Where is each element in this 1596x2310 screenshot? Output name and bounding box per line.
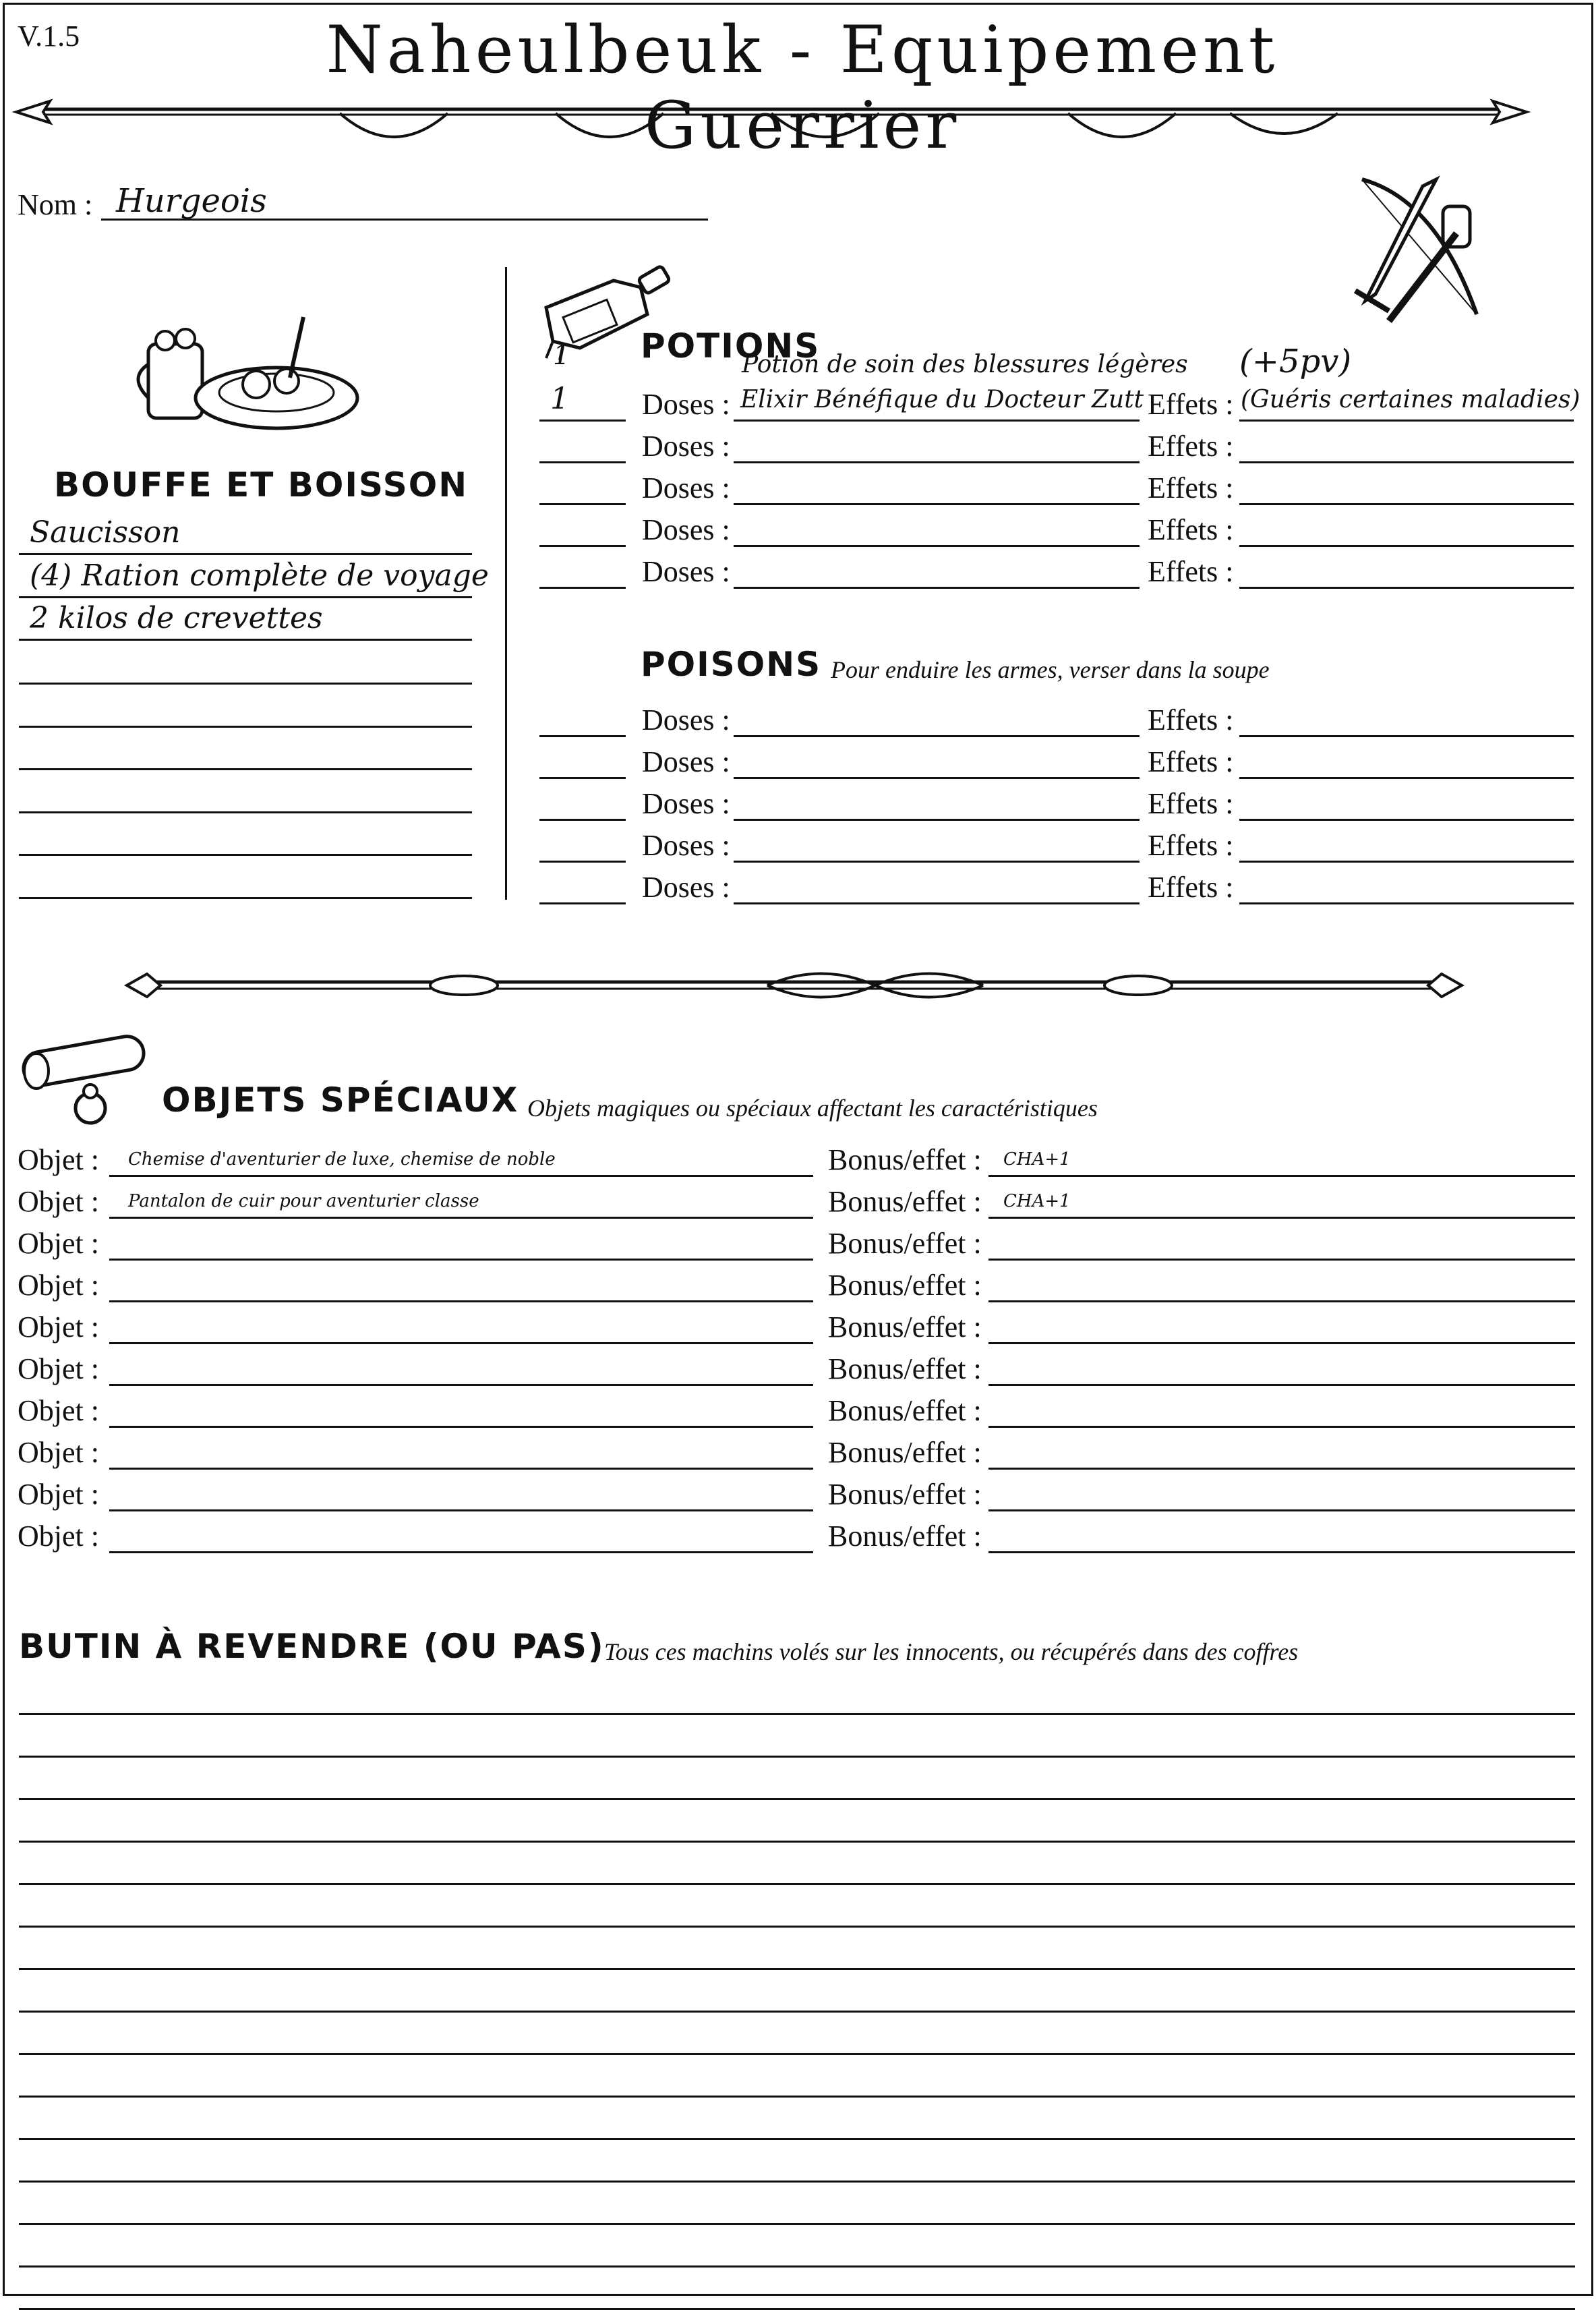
bonus-line [988,1468,1575,1470]
effect-line [1239,587,1574,589]
qty-line [539,503,626,505]
loot-line [19,2223,1575,2225]
doses-label: Doses : [642,430,730,463]
food-item[interactable]: (4) Ration complète de voyage [30,558,489,593]
bonus-value[interactable]: CHA+1 [1003,1149,1071,1170]
objet-line [109,1217,813,1219]
spear-divider-icon [16,86,1527,140]
effect-line [1239,420,1574,422]
bonus-line [988,1509,1575,1511]
loot-line [19,1798,1575,1800]
bonus-line [988,1175,1575,1177]
effets-label: Effets : [1148,471,1234,504]
food-item[interactable]: Saucisson [30,515,181,550]
effets-label: Effets : [1148,871,1234,904]
bonus-line [988,1426,1575,1428]
objet-line [109,1426,813,1428]
objet-label: Objet : [18,1436,99,1469]
effets-label: Effets : [1148,555,1234,588]
qty-line [539,587,626,589]
dose-qty[interactable]: 1 [550,382,569,416]
bonus-line [988,1551,1575,1553]
objet-label: Objet : [18,1143,99,1176]
objet-line [109,1259,813,1261]
effets-label: Effets : [1148,703,1234,737]
doses-label: Doses : [642,471,730,504]
effect-line [1239,461,1574,463]
qty-line [539,461,626,463]
loot-line [19,1713,1575,1715]
bonus-label: Bonus/effet : [828,1185,982,1218]
dose-qty[interactable]: 1 [553,340,570,371]
loot-heading: BUTIN À REVENDRE (OU PAS) [19,1627,605,1666]
doses-label: Doses : [642,703,730,737]
effect-line [1239,819,1574,821]
bonus-value[interactable]: CHA+1 [1003,1191,1071,1211]
bonus-line [988,1300,1575,1302]
bonus-label: Bonus/effet : [828,1394,982,1427]
objet-value[interactable]: Pantalon de cuir pour aventurier classe [128,1191,479,1211]
version-label: V.1.5 [18,20,80,53]
name-line [734,420,1140,422]
qty-line [539,902,626,904]
name-underline [101,219,708,221]
bonus-label: Bonus/effet : [828,1478,982,1511]
effect-line [1239,545,1574,547]
food-line [19,768,472,770]
name-line [734,503,1140,505]
bonus-line [988,1259,1575,1261]
effets-label: Effets : [1148,513,1234,546]
doses-label: Doses : [642,871,730,904]
item-name[interactable]: Elixir Bénéfique du Docteur Zutt [740,386,1144,413]
objet-label: Objet : [18,1478,99,1511]
food-line [19,683,472,685]
food-line [19,639,472,641]
loot-line [19,2138,1575,2140]
name-line [734,819,1140,821]
objet-line [109,1300,813,1302]
qty-line [539,735,626,737]
doses-label: Doses : [642,513,730,546]
bonus-label: Bonus/effet : [828,1436,982,1469]
item-effect[interactable]: (+5pv) [1239,343,1352,380]
bonus-label: Bonus/effet : [828,1520,982,1553]
effets-label: Effets : [1148,745,1234,778]
objet-line [109,1509,813,1511]
qty-line [539,777,626,779]
bonus-label: Bonus/effet : [828,1143,982,1176]
name-line [734,545,1140,547]
loot-line [19,1756,1575,1758]
doses-label: Doses : [642,555,730,588]
loot-line [19,2053,1575,2055]
objet-label: Objet : [18,1185,99,1218]
poisons-subtitle: Pour enduire les armes, verser dans la soupe [831,656,1270,683]
loot-line [19,2011,1575,2013]
bonus-line [988,1384,1575,1386]
qty-line [539,819,626,821]
food-line [19,811,472,813]
bonus-label: Bonus/effet : [828,1310,982,1344]
qty-line [539,545,626,547]
name-line [734,461,1140,463]
doses-label: Doses : [642,388,730,421]
objet-label: Objet : [18,1352,99,1385]
objet-label: Objet : [18,1310,99,1344]
loot-subtitle: Tous ces machins volés sur les innocents, ou récupérés dans des coffres [604,1638,1299,1665]
loot-line [19,2265,1575,2268]
food-plate-icon [135,304,364,438]
objet-label: Objet : [18,1269,99,1302]
objet-label: Objet : [18,1520,99,1553]
food-item[interactable]: 2 kilos de crevettes [30,601,323,635]
bonus-label: Bonus/effet : [828,1227,982,1260]
column-divider [505,267,507,900]
effets-label: Effets : [1148,430,1234,463]
loot-line [19,1968,1575,1970]
bonus-line [988,1342,1575,1344]
poisons-heading: POISONS [641,645,822,684]
doses-label: Doses : [642,787,730,820]
food-line [19,726,472,728]
item-effect[interactable]: (Guéris certaines maladies) [1241,386,1580,413]
loot-line [19,1883,1575,1885]
effect-line [1239,735,1574,737]
food-line [19,854,472,856]
effect-line [1239,861,1574,863]
loot-line [19,2181,1575,2183]
effets-label: Effets : [1148,388,1234,421]
special-subtitle: Objets magiques ou spéciaux affectant les caractéristiques [527,1095,1098,1122]
effect-line [1239,777,1574,779]
loot-line [19,1841,1575,1843]
qty-line [539,420,626,422]
food-line [19,596,472,598]
objet-label: Objet : [18,1394,99,1427]
objet-line [109,1551,813,1553]
food-line [19,897,472,899]
name-line [734,902,1140,904]
effets-label: Effets : [1148,829,1234,862]
name-line [734,777,1140,779]
objet-line [109,1384,813,1386]
qty-line [539,861,626,863]
loot-line [19,2096,1575,2098]
special-heading: OBJETS SPÉCIAUX [162,1080,519,1120]
crossed-weapons-icon [1322,159,1524,335]
bonus-label: Bonus/effet : [828,1269,982,1302]
name-line [734,587,1140,589]
objet-line [109,1175,813,1177]
food-heading: BOUFFE ET BOISSON [54,465,469,504]
objet-line [109,1468,813,1470]
name-value[interactable]: Hurgeois [116,182,267,220]
objet-line [109,1342,813,1344]
effect-line [1239,902,1574,904]
scroll-ring-icon [16,1031,158,1132]
bonus-label: Bonus/effet : [828,1352,982,1385]
objet-label: Objet : [18,1227,99,1260]
food-line [19,553,472,555]
effect-line [1239,503,1574,505]
name-line [734,861,1140,863]
loot-line [19,1926,1575,1928]
doses-label: Doses : [642,745,730,778]
objet-value[interactable]: Chemise d'aventurier de luxe, chemise de noble [128,1149,556,1170]
potions-heading: POTIONS [641,326,821,366]
staff-divider-icon [127,962,1462,1009]
name-line [734,735,1140,737]
name-label: Nom : [18,188,93,221]
bonus-line [988,1217,1575,1219]
page-title: Naheulbeuk - Equipement Guerrier [326,12,1279,163]
effets-label: Effets : [1148,787,1234,820]
item-name[interactable]: Potion de soin des blessures légères [742,351,1188,378]
doses-label: Doses : [642,829,730,862]
